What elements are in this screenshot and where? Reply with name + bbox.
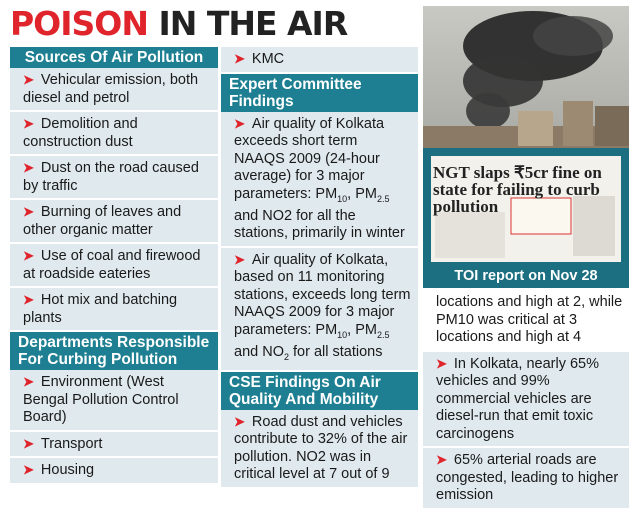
- findings-column: [221, 47, 418, 489]
- departments-header: Departments Responsible For Curbing Pollution: [10, 332, 218, 370]
- cse-header: CSE Findings On Air Quality And Mobility: [221, 372, 418, 410]
- red-arrow-icon: ➤: [23, 292, 34, 307]
- department-item: ➤ Housing: [10, 458, 218, 485]
- source-item: ➤ Demolition and construction dust: [10, 112, 218, 156]
- cse-finding-continued: locations and high at 2, while PM10 was critical at 3 locations and high at 4: [423, 291, 629, 352]
- title-word-red: POISON: [10, 4, 148, 43]
- expert-finding: ➤ Air quality of Kolkata exceeds short term NAAQS 2009 (24-hour average) for 3 major parameters: $PM_{10}$, $PM_{2.5}$ and NO2 for all the stations, primarily in winter: [221, 112, 418, 248]
- red-arrow-icon: ➤: [234, 115, 245, 131]
- source-item: ➤ Use of coal and firewood at roadside eateries: [10, 244, 218, 288]
- photo-caption: TOI report on Nov 28: [454, 268, 598, 284]
- red-arrow-icon: ➤: [23, 435, 34, 451]
- page-title: [10, 4, 347, 44]
- title-word-dark: IN THE AIR: [158, 4, 348, 43]
- smoke-photo-illustration: [423, 6, 629, 288]
- source-item: ➤ Burning of leaves and other organic matter: [10, 200, 218, 244]
- sources-header: Sources Of Air Pollution: [10, 47, 218, 68]
- red-arrow-icon: ➤: [234, 251, 245, 267]
- red-arrow-icon: ➤: [436, 355, 447, 371]
- red-arrow-icon: ➤: [234, 51, 245, 66]
- red-arrow-icon: ➤: [234, 413, 245, 429]
- red-arrow-icon: ➤: [23, 160, 34, 175]
- cse-finding: ➤ Road dust and vehicles contribute to 32% of the air pollution. NO2 was in critical level at 7 out of 9: [221, 410, 418, 489]
- red-arrow-icon: ➤: [23, 374, 34, 389]
- source-item: ➤ Hot mix and batching plants: [10, 288, 218, 332]
- department-item: ➤ KMC: [221, 47, 418, 74]
- clip-headline: NGT slaps ₹5cr fine on state for failing to curb pollution: [433, 163, 602, 216]
- red-arrow-icon: ➤: [23, 204, 34, 219]
- cse-finding: ➤ In Kolkata, nearly 65% vehicles and 99% commercial vehicles are diesel-run that emit toxic carcinogens: [423, 352, 629, 449]
- cse-continued-column: [423, 291, 629, 510]
- news-photo: [423, 6, 629, 288]
- sources-departments-column: [10, 47, 218, 485]
- red-arrow-icon: ➤: [23, 248, 34, 263]
- cse-finding: ➤ 65% arterial roads are congested, leading to higher emission: [423, 448, 629, 510]
- red-arrow-icon: ➤: [23, 72, 34, 87]
- source-item: ➤ Vehicular emission, both diesel and petrol: [10, 68, 218, 112]
- expert-header: Expert Committee Findings: [221, 74, 418, 112]
- department-item: ➤ Environment (West Bengal Pollution Control Board): [10, 370, 218, 432]
- expert-finding: ➤ Air quality of Kolkata, based on 11 monitoring stations, exceeds long term NAAQS 2009 for 3 major parameters: $PM_{10}$, $PM_{2.5}$ and $NO_2$ for all stations: [221, 248, 418, 372]
- red-arrow-icon: ➤: [23, 116, 34, 131]
- department-item: ➤ Transport: [10, 432, 218, 459]
- source-item: ➤ Dust on the road caused by traffic: [10, 156, 218, 200]
- red-arrow-icon: ➤: [23, 462, 34, 477]
- red-arrow-icon: ➤: [436, 452, 447, 467]
